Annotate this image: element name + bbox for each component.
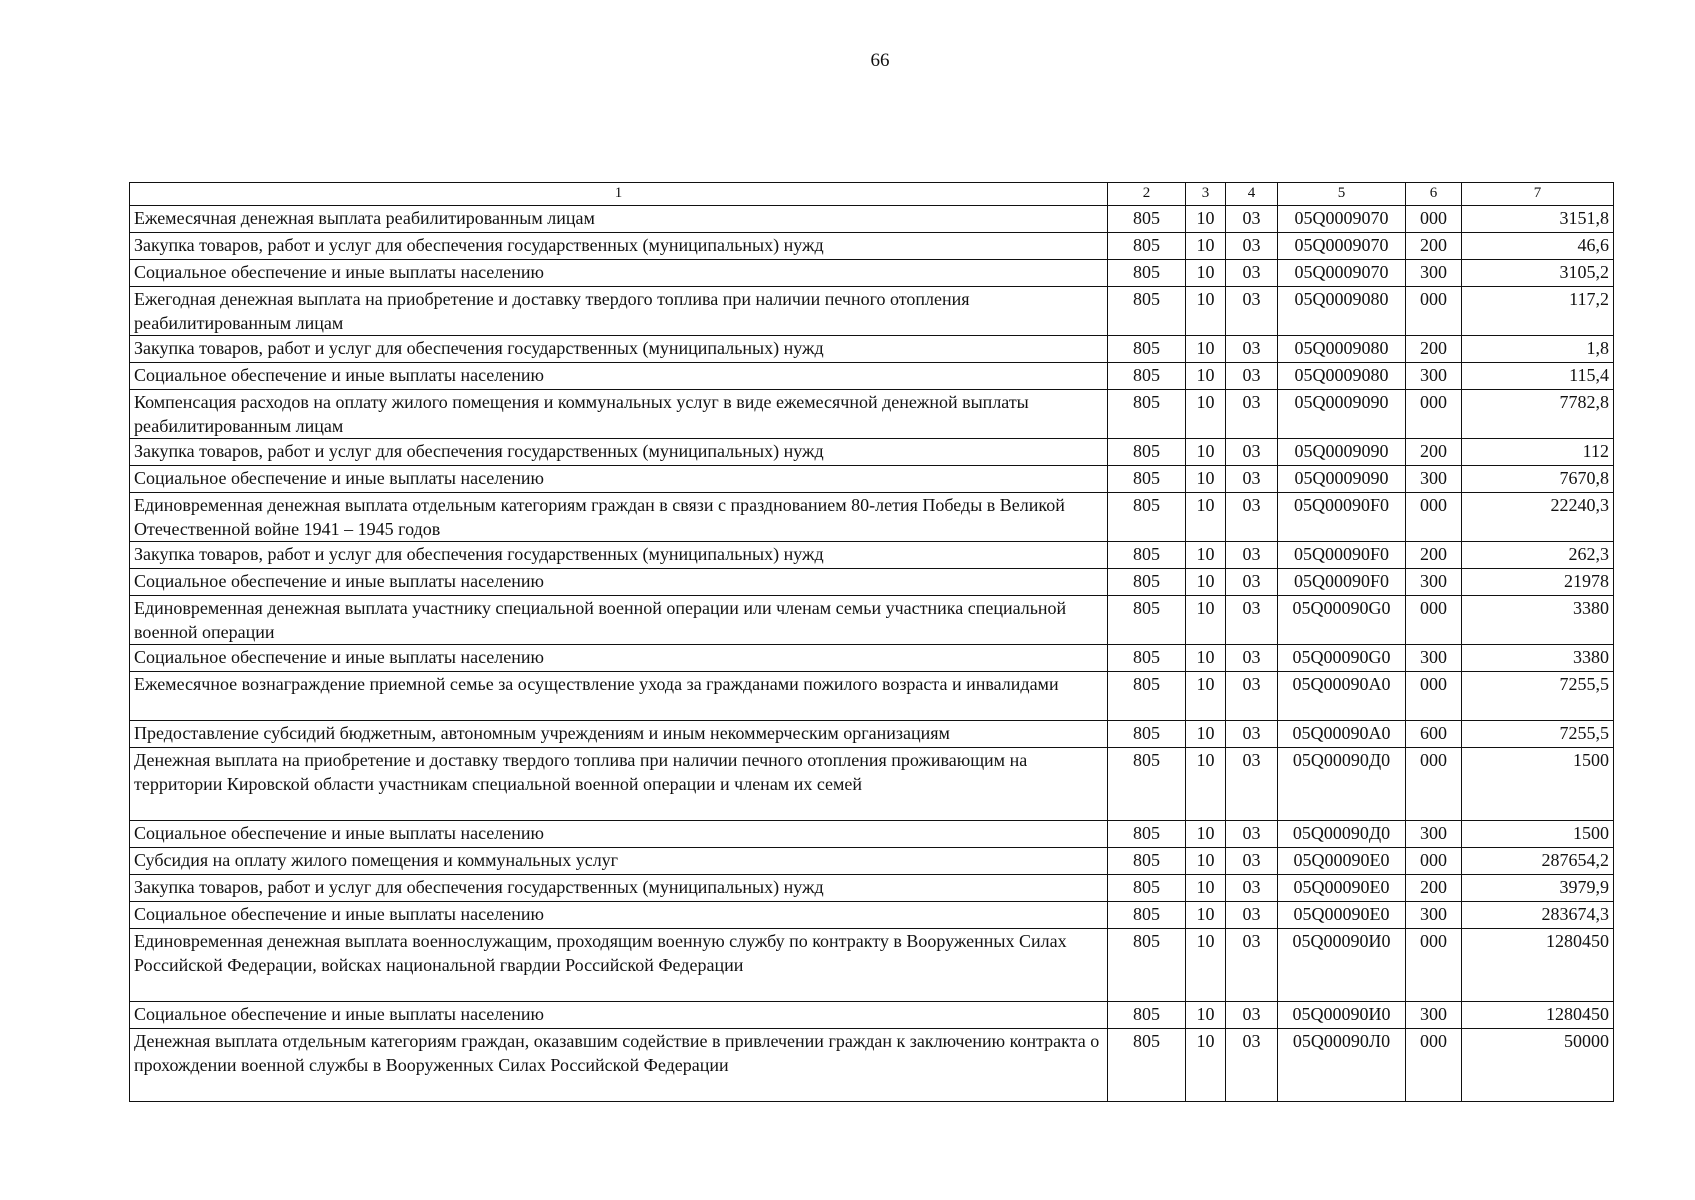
expense-type-cell: 200 (1406, 233, 1462, 260)
ministry-code-cell: 805 (1108, 542, 1186, 569)
target-article-cell: 05Q00090G0 (1278, 645, 1406, 672)
subsection-code-cell: 03 (1226, 645, 1278, 672)
ministry-code-cell: 805 (1108, 902, 1186, 929)
subsection-code-cell: 03 (1226, 902, 1278, 929)
section-code-cell: 10 (1186, 233, 1226, 260)
column-header: 4 (1226, 183, 1278, 206)
target-article-cell: 05Q00090A0 (1278, 721, 1406, 748)
section-code-cell: 10 (1186, 821, 1226, 848)
column-header: 2 (1108, 183, 1186, 206)
target-article-cell: 05Q00090E0 (1278, 848, 1406, 875)
row-name-cell: Единовременная денежная выплата участнику специальной военной операции или членам семьи участника специальной военной операции (130, 596, 1108, 645)
section-code-cell: 10 (1186, 206, 1226, 233)
expense-type-cell: 200 (1406, 875, 1462, 902)
expense-type-cell: 200 (1406, 336, 1462, 363)
amount-cell: 22240,3 (1462, 493, 1614, 542)
table-row (130, 1029, 1614, 1102)
row-name-cell: Ежегодная денежная выплата на приобретение и доставку твердого топлива при наличии печного отопления реабилитированным лицам (130, 287, 1108, 336)
subsection-code-cell: 03 (1226, 569, 1278, 596)
ministry-code-cell: 805 (1108, 748, 1186, 821)
amount-cell: 7255,5 (1462, 721, 1614, 748)
target-article-cell: 05Q0009080 (1278, 336, 1406, 363)
section-code-cell: 10 (1186, 596, 1226, 645)
subsection-code-cell: 03 (1226, 848, 1278, 875)
table-row (130, 542, 1614, 569)
ministry-code-cell: 805 (1108, 821, 1186, 848)
amount-cell: 46,6 (1462, 233, 1614, 260)
ministry-code-cell: 805 (1108, 390, 1186, 439)
ministry-code-cell: 805 (1108, 1002, 1186, 1029)
ministry-code-cell: 805 (1108, 848, 1186, 875)
section-code-cell: 10 (1186, 672, 1226, 721)
amount-cell: 3151,8 (1462, 206, 1614, 233)
expense-type-cell: 300 (1406, 569, 1462, 596)
ministry-code-cell: 805 (1108, 260, 1186, 287)
subsection-code-cell: 03 (1226, 672, 1278, 721)
row-name-cell: Единовременная денежная выплата отдельным категориям граждан в связи с празднованием 80-летия Победы в Великой Отечественной войне 1941 – 1945 годов (130, 493, 1108, 542)
subsection-code-cell: 03 (1226, 821, 1278, 848)
table-row (130, 596, 1614, 645)
target-article-cell: 05Q00090A0 (1278, 672, 1406, 721)
expense-type-cell: 300 (1406, 821, 1462, 848)
row-name-cell: Закупка товаров, работ и услуг для обеспечения государственных (муниципальных) нужд (130, 439, 1108, 466)
section-code-cell: 10 (1186, 390, 1226, 439)
table-row (130, 336, 1614, 363)
row-name-cell: Закупка товаров, работ и услуг для обеспечения государственных (муниципальных) нужд (130, 542, 1108, 569)
section-code-cell: 10 (1186, 902, 1226, 929)
subsection-code-cell: 03 (1226, 260, 1278, 287)
amount-cell: 117,2 (1462, 287, 1614, 336)
table-row (130, 821, 1614, 848)
expense-type-cell: 000 (1406, 748, 1462, 821)
ministry-code-cell: 805 (1108, 645, 1186, 672)
row-name-cell: Закупка товаров, работ и услуг для обеспечения государственных (муниципальных) нужд (130, 336, 1108, 363)
row-name-cell: Социальное обеспечение и иные выплаты населению (130, 363, 1108, 390)
target-article-cell: 05Q00090Л0 (1278, 1029, 1406, 1102)
target-article-cell: 05Q0009090 (1278, 390, 1406, 439)
amount-cell: 1280450 (1462, 1002, 1614, 1029)
ministry-code-cell: 805 (1108, 287, 1186, 336)
table-row (130, 287, 1614, 336)
expense-type-cell: 000 (1406, 206, 1462, 233)
target-article-cell: 05Q00090Д0 (1278, 748, 1406, 821)
column-header: 7 (1462, 183, 1614, 206)
row-name-cell: Ежемесячное вознаграждение приемной семье за осуществление ухода за гражданами пожилого возраста и инвалидами (130, 672, 1108, 721)
row-name-cell: Социальное обеспечение и иные выплаты населению (130, 821, 1108, 848)
row-name-cell: Денежная выплата отдельным категориям граждан, оказавшим содействие в привлечении граждан к заключению контракта о прохождении военной службы в Вооруженных Силах Российской Федерации (130, 1029, 1108, 1102)
ministry-code-cell: 805 (1108, 439, 1186, 466)
subsection-code-cell: 03 (1226, 721, 1278, 748)
amount-cell: 3380 (1462, 645, 1614, 672)
table-row (130, 260, 1614, 287)
row-name-cell: Единовременная денежная выплата военнослужащим, проходящим военную службу по контракту в Вооруженных Силах Российской Федерации, войсках национальной гвардии Российской Федерации (130, 929, 1108, 1002)
ministry-code-cell: 805 (1108, 466, 1186, 493)
section-code-cell: 10 (1186, 929, 1226, 1002)
amount-cell: 3979,9 (1462, 875, 1614, 902)
subsection-code-cell: 03 (1226, 287, 1278, 336)
table-row (130, 569, 1614, 596)
ministry-code-cell: 805 (1108, 493, 1186, 542)
target-article-cell: 05Q0009080 (1278, 363, 1406, 390)
amount-cell: 1500 (1462, 821, 1614, 848)
target-article-cell: 05Q0009090 (1278, 439, 1406, 466)
amount-cell: 1,8 (1462, 336, 1614, 363)
table-row (130, 645, 1614, 672)
target-article-cell: 05Q00090F0 (1278, 493, 1406, 542)
target-article-cell: 05Q00090E0 (1278, 902, 1406, 929)
expense-type-cell: 200 (1406, 439, 1462, 466)
subsection-code-cell: 03 (1226, 929, 1278, 1002)
subsection-code-cell: 03 (1226, 336, 1278, 363)
section-code-cell: 10 (1186, 260, 1226, 287)
subsection-code-cell: 03 (1226, 466, 1278, 493)
row-name-cell: Социальное обеспечение и иные выплаты населению (130, 569, 1108, 596)
section-code-cell: 10 (1186, 1002, 1226, 1029)
amount-cell: 287654,2 (1462, 848, 1614, 875)
row-name-cell: Закупка товаров, работ и услуг для обеспечения государственных (муниципальных) нужд (130, 233, 1108, 260)
expense-type-cell: 000 (1406, 287, 1462, 336)
subsection-code-cell: 03 (1226, 748, 1278, 821)
row-name-cell: Социальное обеспечение и иные выплаты населению (130, 902, 1108, 929)
subsection-code-cell: 03 (1226, 1002, 1278, 1029)
header-row (130, 183, 1614, 206)
subsection-code-cell: 03 (1226, 206, 1278, 233)
ministry-code-cell: 805 (1108, 569, 1186, 596)
table-row (130, 902, 1614, 929)
amount-cell: 1280450 (1462, 929, 1614, 1002)
expense-type-cell: 300 (1406, 645, 1462, 672)
ministry-code-cell: 805 (1108, 672, 1186, 721)
table-row (130, 233, 1614, 260)
subsection-code-cell: 03 (1226, 439, 1278, 466)
ministry-code-cell: 805 (1108, 1029, 1186, 1102)
row-name-cell: Субсидия на оплату жилого помещения и коммунальных услуг (130, 848, 1108, 875)
target-article-cell: 05Q0009080 (1278, 287, 1406, 336)
target-article-cell: 05Q00090F0 (1278, 542, 1406, 569)
ministry-code-cell: 805 (1108, 336, 1186, 363)
row-name-cell: Социальное обеспечение и иные выплаты населению (130, 466, 1108, 493)
table-row (130, 206, 1614, 233)
section-code-cell: 10 (1186, 542, 1226, 569)
column-header: 1 (130, 183, 1108, 206)
target-article-cell: 05Q00090И0 (1278, 1002, 1406, 1029)
row-name-cell: Социальное обеспечение и иные выплаты населению (130, 1002, 1108, 1029)
subsection-code-cell: 03 (1226, 1029, 1278, 1102)
amount-cell: 3380 (1462, 596, 1614, 645)
table-row (130, 363, 1614, 390)
section-code-cell: 10 (1186, 493, 1226, 542)
ministry-code-cell: 805 (1108, 721, 1186, 748)
subsection-code-cell: 03 (1226, 390, 1278, 439)
section-code-cell: 10 (1186, 721, 1226, 748)
column-header: 3 (1186, 183, 1226, 206)
expense-type-cell: 000 (1406, 1029, 1462, 1102)
table-row (130, 848, 1614, 875)
amount-cell: 50000 (1462, 1029, 1614, 1102)
subsection-code-cell: 03 (1226, 363, 1278, 390)
table-row (130, 1002, 1614, 1029)
section-code-cell: 10 (1186, 439, 1226, 466)
column-header: 5 (1278, 183, 1406, 206)
amount-cell: 7670,8 (1462, 466, 1614, 493)
table-row (130, 672, 1614, 721)
column-header: 6 (1406, 183, 1462, 206)
ministry-code-cell: 805 (1108, 363, 1186, 390)
ministry-code-cell: 805 (1108, 875, 1186, 902)
row-name-cell: Социальное обеспечение и иные выплаты населению (130, 645, 1108, 672)
table-row (130, 390, 1614, 439)
ministry-code-cell: 805 (1108, 233, 1186, 260)
expense-type-cell: 300 (1406, 1002, 1462, 1029)
subsection-code-cell: 03 (1226, 542, 1278, 569)
row-name-cell: Закупка товаров, работ и услуг для обеспечения государственных (муниципальных) нужд (130, 875, 1108, 902)
amount-cell: 115,4 (1462, 363, 1614, 390)
amount-cell: 7782,8 (1462, 390, 1614, 439)
expense-type-cell: 300 (1406, 260, 1462, 287)
subsection-code-cell: 03 (1226, 875, 1278, 902)
expense-type-cell: 300 (1406, 466, 1462, 493)
table-row (130, 493, 1614, 542)
ministry-code-cell: 805 (1108, 206, 1186, 233)
section-code-cell: 10 (1186, 287, 1226, 336)
section-code-cell: 10 (1186, 466, 1226, 493)
section-code-cell: 10 (1186, 1029, 1226, 1102)
subsection-code-cell: 03 (1226, 596, 1278, 645)
target-article-cell: 05Q00090E0 (1278, 875, 1406, 902)
section-code-cell: 10 (1186, 875, 1226, 902)
expense-type-cell: 300 (1406, 363, 1462, 390)
page-number: 66 (870, 50, 890, 71)
expense-type-cell: 000 (1406, 848, 1462, 875)
expense-type-cell: 000 (1406, 596, 1462, 645)
section-code-cell: 10 (1186, 569, 1226, 596)
expense-type-cell: 000 (1406, 493, 1462, 542)
table-row (130, 721, 1614, 748)
table-row (130, 929, 1614, 1002)
expense-type-cell: 000 (1406, 390, 1462, 439)
section-code-cell: 10 (1186, 748, 1226, 821)
amount-cell: 112 (1462, 439, 1614, 466)
expense-type-cell: 000 (1406, 929, 1462, 1002)
target-article-cell: 05Q00090Д0 (1278, 821, 1406, 848)
subsection-code-cell: 03 (1226, 233, 1278, 260)
target-article-cell: 05Q0009070 (1278, 260, 1406, 287)
row-name-cell: Денежная выплата на приобретение и доставку твердого топлива при наличии печного отопления проживающим на территории Кировской области участникам специальной военной операции и членам их семей (130, 748, 1108, 821)
amount-cell: 21978 (1462, 569, 1614, 596)
target-article-cell: 05Q00090F0 (1278, 569, 1406, 596)
ministry-code-cell: 805 (1108, 929, 1186, 1002)
amount-cell: 3105,2 (1462, 260, 1614, 287)
expense-type-cell: 000 (1406, 672, 1462, 721)
amount-cell: 7255,5 (1462, 672, 1614, 721)
row-name-cell: Компенсация расходов на оплату жилого помещения и коммунальных услуг в виде ежемесячной денежной выплаты реабилитированным лицам (130, 390, 1108, 439)
section-code-cell: 10 (1186, 645, 1226, 672)
target-article-cell: 05Q0009070 (1278, 206, 1406, 233)
table-row (130, 748, 1614, 821)
target-article-cell: 05Q00090G0 (1278, 596, 1406, 645)
target-article-cell: 05Q0009070 (1278, 233, 1406, 260)
amount-cell: 1500 (1462, 748, 1614, 821)
amount-cell: 283674,3 (1462, 902, 1614, 929)
section-code-cell: 10 (1186, 336, 1226, 363)
table-row (130, 439, 1614, 466)
row-name-cell: Предоставление субсидий бюджетным, автономным учреждениям и иным некоммерческим организациям (130, 721, 1108, 748)
subsection-code-cell: 03 (1226, 493, 1278, 542)
amount-cell: 262,3 (1462, 542, 1614, 569)
row-name-cell: Социальное обеспечение и иные выплаты населению (130, 260, 1108, 287)
row-name-cell: Ежемесячная денежная выплата реабилитированным лицам (130, 206, 1108, 233)
budget-table (129, 182, 1614, 1102)
table-row (130, 875, 1614, 902)
ministry-code-cell: 805 (1108, 596, 1186, 645)
target-article-cell: 05Q0009090 (1278, 466, 1406, 493)
table-row (130, 466, 1614, 493)
section-code-cell: 10 (1186, 848, 1226, 875)
section-code-cell: 10 (1186, 363, 1226, 390)
expense-type-cell: 200 (1406, 542, 1462, 569)
target-article-cell: 05Q00090И0 (1278, 929, 1406, 1002)
expense-type-cell: 300 (1406, 902, 1462, 929)
expense-type-cell: 600 (1406, 721, 1462, 748)
